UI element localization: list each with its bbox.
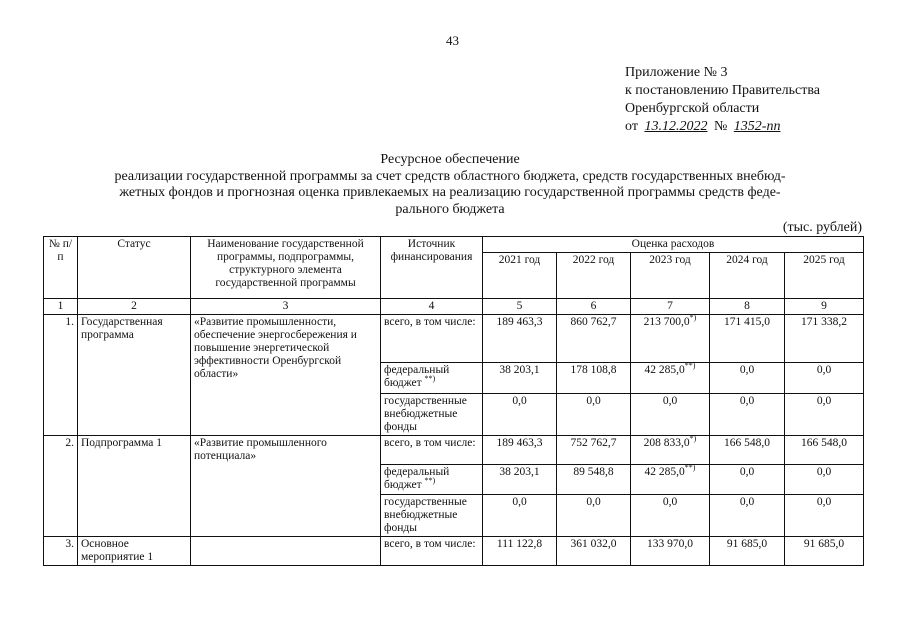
row-number: 3. (44, 537, 78, 566)
value-cell: 860 762,7 (557, 315, 631, 363)
value-cell: 361 032,0 (557, 537, 631, 566)
value-cell: 0,0 (557, 495, 631, 537)
row-name (191, 537, 381, 566)
value-cell: 752 762,7 (557, 436, 631, 465)
decree-number: 1352-пп (733, 119, 781, 134)
appendix-date-line (625, 118, 820, 136)
row-number: 2. (44, 436, 78, 537)
number-label: № (713, 119, 728, 134)
value-cell: 0,0 (785, 394, 864, 436)
value-cell: 178 108,8 (557, 363, 631, 394)
title-line-3: жетных фондов и прогнозная оценка привлекаемых на реализацию государственной программы средств феде- (119, 185, 781, 200)
row-source: всего, в том числе: (381, 436, 483, 465)
title-line-2: реализации государственной программы за счет средств областного бюджета, средств государственных внебюд- (114, 168, 786, 184)
value-cell: 0,0 (483, 495, 557, 537)
footnote-mark: **) (424, 476, 436, 486)
value-cell: 91 685,0 (785, 537, 864, 566)
value-cell: 89 548,8 (557, 465, 631, 495)
value-cell: 0,0 (785, 363, 864, 394)
column-number: 6 (557, 299, 631, 315)
value-cell: 42 285,0**) (631, 363, 710, 394)
header-estimate: Оценка расходов (483, 237, 864, 253)
row-name: «Развитие промышленности, обеспечение энергосбережения и повышение энергетической эффективности Оренбургской области» (191, 315, 381, 436)
value-cell: 0,0 (710, 465, 785, 495)
column-number-row (44, 299, 864, 315)
footnote-mark: **) (684, 463, 696, 473)
value-cell: 42 285,0**) (631, 465, 710, 495)
value-cell: 0,0 (785, 495, 864, 537)
footnote-mark: **) (424, 374, 436, 384)
table-row (44, 436, 864, 465)
value-cell: 38 203,1 (483, 363, 557, 394)
column-number: 8 (710, 299, 785, 315)
row-source: федеральный бюджет **) (381, 363, 483, 394)
row-source: государственные внебюджетные фонды (381, 394, 483, 436)
value-cell: 0,0 (631, 394, 710, 436)
footnote-mark: **) (684, 361, 696, 371)
row-status: Основное мероприятие 1 (78, 537, 191, 566)
header-year: 2024 год (710, 253, 785, 299)
appendix-block (625, 64, 820, 136)
column-number: 5 (483, 299, 557, 315)
column-number: 3 (191, 299, 381, 315)
header-name: Наименование государственной программы, подпрограммы, структурного элемента государственной программы (191, 237, 381, 299)
value-cell: 0,0 (710, 363, 785, 394)
page-number: 43 (446, 33, 459, 48)
row-source: всего, в том числе: (381, 537, 483, 566)
column-number: 9 (785, 299, 864, 315)
title-line-4: рального бюджета (395, 201, 505, 217)
column-number: 2 (78, 299, 191, 315)
resource-table (43, 236, 864, 566)
value-cell: 0,0 (557, 394, 631, 436)
row-status: Подпрограмма 1 (78, 436, 191, 537)
row-source: всего, в том числе: (381, 315, 483, 363)
document-title (40, 152, 860, 218)
row-source: федеральный бюджет **) (381, 465, 483, 495)
table-row (44, 537, 864, 566)
footnote-mark: *) (689, 313, 697, 323)
value-cell: 0,0 (785, 465, 864, 495)
row-source: государственные внебюджетные фонды (381, 495, 483, 537)
row-name: «Развитие промышленного потенциала» (191, 436, 381, 537)
value-cell: 0,0 (710, 495, 785, 537)
column-number: 4 (381, 299, 483, 315)
value-cell: 213 700,0*) (631, 315, 710, 363)
value-cell: 38 203,1 (483, 465, 557, 495)
decree-date: 13.12.2022 (644, 119, 708, 134)
value-cell: 166 548,0 (785, 436, 864, 465)
column-number: 1 (44, 299, 78, 315)
header-status: Статус (78, 237, 191, 299)
row-number: 1. (44, 315, 78, 436)
value-cell: 0,0 (631, 495, 710, 537)
row-status: Государственная программа (78, 315, 191, 436)
title-line-1: Ресурсное обеспечение (380, 152, 520, 167)
value-cell: 111 122,8 (483, 537, 557, 566)
value-cell: 91 685,0 (710, 537, 785, 566)
appendix-line-1: Приложение № 3 (625, 65, 728, 80)
from-label: от (625, 119, 638, 134)
value-cell: 133 970,0 (631, 537, 710, 566)
value-cell: 189 463,3 (483, 436, 557, 465)
header-num: № п/п (44, 237, 78, 299)
header-year: 2021 год (483, 253, 557, 299)
table-row (44, 315, 864, 363)
value-cell: 0,0 (710, 394, 785, 436)
footnote-mark: *) (689, 434, 697, 444)
value-cell: 171 338,2 (785, 315, 864, 363)
header-year: 2023 год (631, 253, 710, 299)
header-year: 2022 год (557, 253, 631, 299)
appendix-line-3: Оренбургской области (625, 101, 760, 116)
column-number: 7 (631, 299, 710, 315)
value-cell: 166 548,0 (710, 436, 785, 465)
value-cell: 208 833,0*) (631, 436, 710, 465)
value-cell: 0,0 (483, 394, 557, 436)
header-source: Источник финансирования (381, 237, 483, 299)
header-year: 2025 год (785, 253, 864, 299)
appendix-line-2: к постановлению Правительства (625, 83, 821, 98)
value-cell: 171 415,0 (710, 315, 785, 363)
units-label: (тыс. рублей) (782, 220, 862, 235)
value-cell: 189 463,3 (483, 315, 557, 363)
